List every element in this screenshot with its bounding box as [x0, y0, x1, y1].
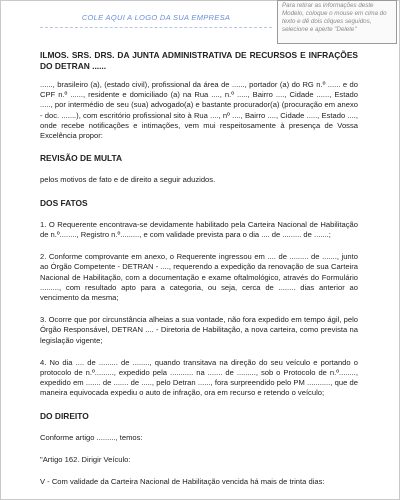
- fato-3-paragraph: 3. Ocorre que por circunstância alheias a sua vontade, não fora expedido em tempo ágil, pelo Órgão Responsável, DETRAN .... - Diretoria de Habilitação, a nova carteira, como prevista na legislação vigente;: [40, 315, 358, 345]
- document-body: [40, 50, 358, 487]
- section-title-fatos: DOS FATOS: [40, 197, 88, 208]
- section-title-revisao: REVISÃO DE MULTA: [40, 153, 123, 164]
- intro-paragraph: ......, brasileiro (a), (estado civil), profissional da área de ......, portador (a) do RG n.º ...... e do CPF n.º ......, residente e domiciliado (a) na Rua ...., n.º ....., Bairro ...., Cidade ......, Estado ....., por intermédio de seu (sua) advogado(a) e bastante procurador(a) (procuração em anexo - doc. .......), com escritório profissional sito à Rua ...., nº ...., Bairro ...., Cidade ....., Estado ...., onde recebe notificações e intimações, vem mui respeitosamente à presença de Vossa Excelência propor:: [40, 80, 358, 141]
- fato-1-paragraph: 1. O Requerente encontrava-se devidamente habilitado pela Carteira Nacional de Habilitação de n.º........, Registro n.º........., e com validade prevista para o dia .... de ......... de .......;: [40, 219, 358, 240]
- section-title-direito: DO DIREITO: [40, 410, 89, 421]
- fato-2-paragraph: 2. Conforme comprovante em anexo, o Requerente ingressou em .... de ......... de ......., junto ao Órgão Competente - DETRAN - ...., requerendo a expedição da renovação de sua Carteira Nacional de Habilitação, com a documentação e exame oftalmológico, através do Formulário ........., com resultado apto para a categoria, ou seja, cerca de ........ dias anterior ao vencimento da mesma;: [40, 252, 358, 303]
- logo-placeholder[interactable]: COLE AQUI A LOGO DA SUA EMPRESA: [40, 8, 272, 28]
- motivos-paragraph: pelos motivos de fato e de direito a seguir aduzidos.: [40, 175, 216, 185]
- addressee-heading: ILMOS. SRS. DRS. DA JUNTA ADMINISTRATIVA DE RECURSOS E INFRAÇÕES DO DETRAN ......: [40, 50, 358, 71]
- direito-intro: Conforme artigo ........., temos:: [40, 432, 143, 442]
- instruction-note: Para retirar as informações deste Modelo, coloque o mouse em cima do texto e dê dois cliques seguidos, selecione e aperte "Delete": [277, 0, 397, 44]
- artigo-quote: "Artigo 162. Dirigir Veículo:: [40, 455, 131, 465]
- inciso-quote: V - Com validade da Carteira Nacional de Habilitação vencida há mais de trinta dias:: [40, 477, 325, 487]
- fato-4-paragraph: 4. No dia .... de ......... de ........, quando transitava na direção do seu veículo e portando o protocolo de n.º........., expedido pela ........... na ....... de ........., sob o Protocolo de n.º........, expedido em ....... de ....... de ....., pelo Detran ......, fora surpreendido pelo PM ..........., que de maneira equivocada expediu o auto de infração, ora em recurso e retendo o veículo;: [40, 357, 358, 398]
